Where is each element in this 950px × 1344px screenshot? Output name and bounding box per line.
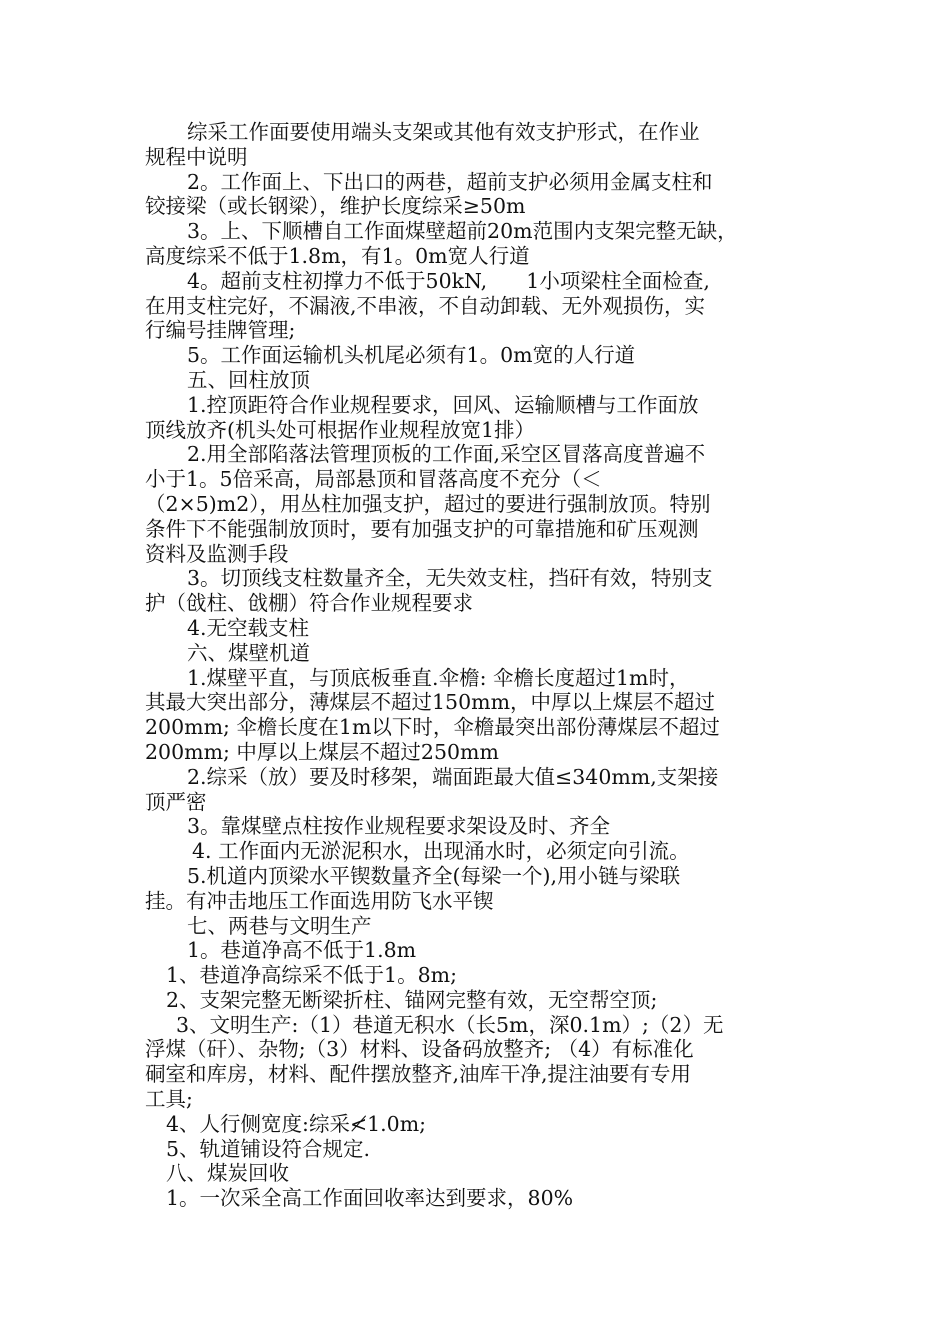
text-line: 条件下不能强制放顶时，要有加强支护的可靠措施和矿压观测 bbox=[145, 516, 699, 541]
text-line: 5、轨道铺设符合规定. bbox=[166, 1136, 371, 1161]
text-line: 5。工作面运输机头机尾必须有1。0m宽的人行道 bbox=[187, 343, 636, 368]
document-body bbox=[145, 120, 817, 1211]
text-line: 2、支架完整无断梁折柱、锚网完整有效，无空帮空顶; bbox=[166, 987, 658, 1012]
text-line: 小于1。5倍采高，局部悬顶和冒落高度不充分（＜ bbox=[145, 467, 602, 492]
text-line: 铰接梁（或长钢梁），维护长度综采≥50m bbox=[145, 194, 526, 219]
text-line: 1、巷道净高综采不低于1。8m; bbox=[166, 963, 457, 988]
text-line: 2.综采（放）要及时移架，端面距最大值≤340mm,支架接 bbox=[187, 764, 719, 789]
text-line: 资料及监测手段 bbox=[145, 541, 289, 566]
text-line: 浮煤（矸）、杂物;（3）材料、设备码放整齐; （4）有标准化 bbox=[145, 1037, 694, 1062]
text-line: 5.机道内顶梁水平锲数量齐全(每梁一个),用小链与梁联 bbox=[187, 863, 681, 888]
text-line: 3。上、下顺槽自工作面煤壁超前20m范围内支架完整无缺， bbox=[187, 219, 738, 244]
text-line: 4.无空载支柱 bbox=[187, 615, 310, 640]
text-line: 在用支柱完好，不漏液,不串液，不自动卸载、无外观损伤，实 bbox=[145, 293, 706, 318]
text-line: 高度综采不低于1.8m，有1。0m宽人行道 bbox=[145, 243, 530, 268]
text-line: 2.用全部陷落法管理顶板的工作面,采空区冒落高度普遍不 bbox=[187, 442, 706, 467]
text-line: 200mm; 伞檐长度在1m以下时，伞檐最突出部份薄煤层不超过 bbox=[145, 715, 720, 740]
section-heading: 八、煤炭回收 bbox=[166, 1161, 289, 1186]
text-line: 1。巷道净高不低于1.8m bbox=[187, 938, 417, 963]
text-line: 行编号挂牌管理; bbox=[145, 318, 296, 343]
text-line: 4、人行侧宽度:综采≮1.0m; bbox=[166, 1111, 427, 1136]
text-line: 2。工作面上、下出口的两巷，超前支护必须用金属支柱和 bbox=[187, 169, 713, 194]
section-heading: 五、回柱放顶 bbox=[187, 367, 310, 392]
text-line: 1。一次采全高工作面回收率达到要求，80% bbox=[166, 1186, 574, 1211]
text-line: （2×5)m2），用丛柱加强支护，超过的要进行强制放顶。特别 bbox=[145, 491, 711, 516]
text-line: 挂。有冲击地压工作面选用防飞水平锲 bbox=[145, 888, 494, 913]
text-line: 护（戗柱、戗棚）符合作业规程要求 bbox=[145, 591, 473, 616]
section-heading: 六、煤壁机道 bbox=[187, 640, 310, 665]
text-line: 硐室和库房，材料、配件摆放整齐,油库干净,提注油要有专用 bbox=[145, 1062, 692, 1087]
text-line: 1.控顶距符合作业规程要求，回风、运输顺槽与工作面放 bbox=[187, 392, 699, 417]
text-line: 3。切顶线支柱数量齐全，无失效支柱，挡矸有效，特别支 bbox=[187, 566, 713, 591]
text-line: 其最大突出部分，薄煤层不超过150mm，中厚以上煤层不超过 bbox=[145, 690, 716, 715]
text-line: 3、文明生产:（1）巷道无积水（长5m，深0.1m）;（2）无 bbox=[176, 1012, 724, 1037]
text-line: 顶严密 bbox=[145, 789, 207, 814]
text-line: 1.煤壁平直，与顶底板垂直.伞檐: 伞檐长度超过1m时， bbox=[187, 665, 690, 690]
text-line: 200mm; 中厚以上煤层不超过250mm bbox=[145, 739, 499, 764]
text-line: 4. 工作面内无淤泥积水，出现涌水时，必须定向引流。 bbox=[192, 839, 690, 864]
text-line: 4。超前支柱初撑力不低于50kN, 1小项梁柱全面检查, bbox=[187, 268, 710, 293]
text-line: 综采工作面要使用端头支架或其他有效支护形式，在作业 bbox=[187, 120, 700, 144]
text-line: 顶线放齐(机头处可根据作业规程放宽1排） bbox=[145, 417, 536, 442]
text-line: 工具; bbox=[145, 1087, 193, 1112]
text-line: 规程中说明 bbox=[145, 144, 248, 169]
text-line: 3。靠煤壁点柱按作业规程要求架设及时、齐全 bbox=[187, 814, 611, 839]
section-heading: 七、两巷与文明生产 bbox=[187, 913, 372, 938]
